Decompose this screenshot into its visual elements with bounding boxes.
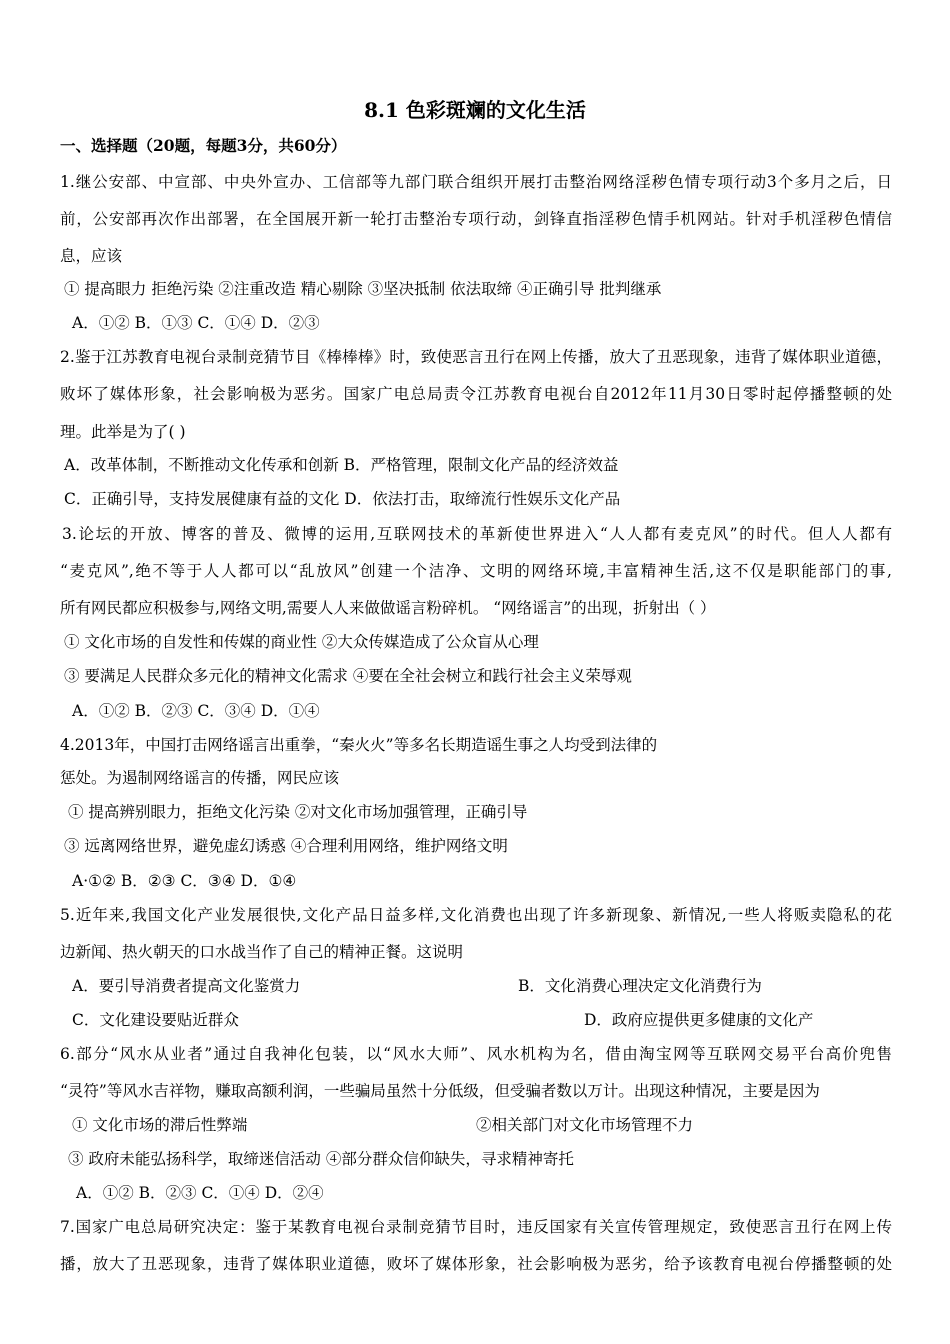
- question-6-answers: A．①② B．②③ C．①④ D．②④: [76, 1184, 324, 1202]
- question-2-options-ab: A．改革体制，不断推动文化传承和创新 B．严格管理，限制文化产品的经济效益: [64, 456, 619, 474]
- question-5-option-a: A．要引导消费者提高文化鉴赏力: [72, 977, 301, 995]
- question-1-options: ① 提高眼力 拒绝污染 ②注重改造 精心剔除 ③坚决抵制 依法取缔 ④正确引导 批判继承: [64, 280, 662, 298]
- question-3-options-12: ① 文化市场的自发性和传媒的商业性 ②大众传媒造成了公众盲从心理: [64, 633, 539, 651]
- question-3-line-3: 所有网民都应积极参与,网络文明,需要人人来做做谣言粉碎机。 “网络谣言”的出现，折射出（ ）: [60, 599, 716, 617]
- question-4-options-34: ③ 远离网络世界，避免虚幻诱惑 ④合理利用网络，维护网络文明: [64, 837, 508, 855]
- page-title: 8.1 色彩斑斓的文化生活: [364, 98, 586, 122]
- question-4-line-1: 4.2013年，中国打击网络谣言出重拳，“秦火火”等多名长期造谣生事之人均受到法律的: [60, 736, 658, 754]
- question-6-line-2: “灵符”等风水吉祥物，赚取高额利润，一些骗局虽然十分低级，但受骗者数以万计。出现这种情况，主要是因为: [60, 1082, 820, 1100]
- question-1-line-1: 1.继公安部、中宣部、中央外宣办、工信部等九部门联合组织开展打击整治网络淫秽色情专项行动3个多月之后，日: [60, 173, 892, 191]
- section-heading: 一、选择题（20题，每题3分，共60分）: [60, 136, 347, 155]
- question-3-line-1: 3.论坛的开放、博客的普及、微博的运用,互联网技术的革新使世界进入“人人都有麦克风”的时代。但人人都有: [62, 525, 892, 543]
- question-5-option-b: B．文化消费心理决定文化消费行为: [518, 977, 762, 995]
- question-7-line-1: 7.国家广电总局研究决定：鉴于某教育电视台录制竞猜节目时，违反国家有关宣传管理规定，致使恶言丑行在网上传: [60, 1218, 892, 1236]
- question-3-answers: A．①② B．②③ C．③④ D．①④: [72, 702, 320, 720]
- question-1-answers: A．①② B．①③ C．①④ D．②③: [72, 314, 320, 332]
- question-5-line-2: 边新闻、热火朝天的口水战当作了自己的精神正餐。这说明: [60, 943, 464, 961]
- question-7-line-2: 播，放大了丑恶现象，违背了媒体职业道德，败坏了媒体形象，社会影响极为恶劣，给予该教育电视台停播整顿的处: [60, 1255, 892, 1273]
- question-5-option-d: D．政府应提供更多健康的文化产: [584, 1011, 814, 1029]
- question-2-line-1: 2.鉴于江苏教育电视台录制竞猜节目《棒棒棒》时，致使恶言丑行在网上传播，放大了丑恶现象，违背了媒体职业道德，: [60, 348, 892, 366]
- question-6-options-34: ③ 政府未能弘扬科学，取缔迷信活动 ④部分群众信仰缺失，寻求精神寄托: [68, 1150, 574, 1168]
- question-4-options-12: ① 提高辨别眼力，拒绝文化污染 ②对文化市场加强管理，正确引导: [68, 803, 528, 821]
- question-6-line-1: 6.部分“风水从业者”通过自我神化包装，以“风水大师”、风水机构为名，借由淘宝网等互联网交易平台高价兜售: [60, 1045, 892, 1063]
- question-3-options-34: ③ 要满足人民群众多元化的精神文化需求 ④要在全社会树立和践行社会主义荣辱观: [64, 667, 632, 685]
- question-2-line-3: 理。此举是为了( ): [60, 423, 186, 441]
- question-6-option-2: ②相关部门对文化市场管理不力: [476, 1116, 694, 1134]
- question-4-line-2: 惩处。为遏制网络谣言的传播，网民应该: [60, 769, 340, 787]
- question-6-option-1: ① 文化市场的滞后性弊端: [72, 1116, 248, 1134]
- question-2-line-2: 败坏了媒体形象，社会影响极为恶劣。国家广电总局责令江苏教育电视台自2012年11月30日零时起停播整顿的处: [60, 385, 892, 403]
- question-2-options-cd: C．正确引导，支持发展健康有益的文化 D．依法打击，取缔流行性娱乐文化产品: [64, 490, 621, 508]
- question-4-answers: A·①② B．②③ C．③④ D．①④: [72, 872, 297, 890]
- question-3-line-2: “麦克风”,绝不等于人人都可以“乱放风”创建一个洁净、文明的网络环境,丰富精神生活,这不仅是职能部门的事,: [60, 562, 892, 580]
- question-5-line-1: 5.近年来,我国文化产业发展很快,文化产品日益多样,文化消费也出现了许多新现象、新情况,一些人将贩卖隐私的花: [60, 906, 892, 924]
- question-1-line-3: 息，应该: [60, 247, 123, 265]
- question-1-line-2: 前，公安部再次作出部署，在全国展开新一轮打击整治专项行动，剑锋直指淫秽色情手机网站。针对手机淫秽色情信: [60, 210, 892, 228]
- question-5-option-c: C．文化建设要贴近群众: [72, 1011, 239, 1029]
